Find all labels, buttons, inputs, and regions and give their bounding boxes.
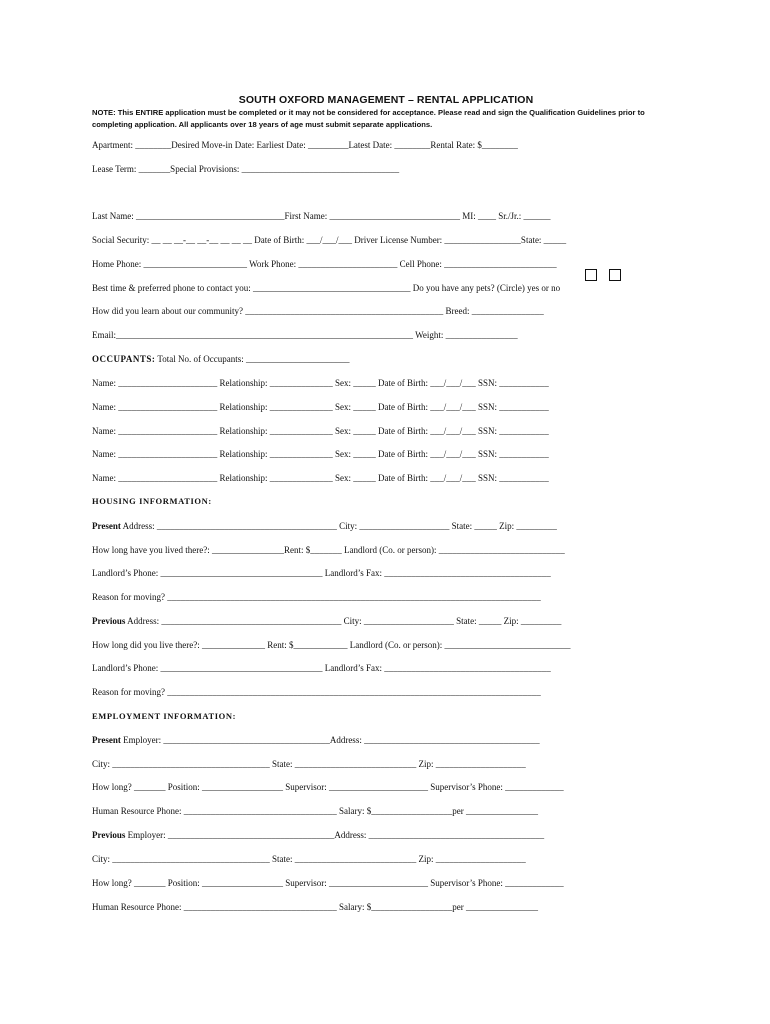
city-state-zip-line[interactable]: City: ___________________________________ State: ___________________________ Zip: ____________________ (92, 759, 526, 769)
previous-label: Previous (92, 616, 126, 626)
how-learn-line[interactable]: How did you learn about our community? ____________________________________________ Breed: ________________ (92, 306, 544, 316)
best-time-line[interactable]: Best time & preferred phone to contact you: ___________________________________ Do you have any pets? (Circle) yes or no (92, 283, 561, 293)
pets-no-checkbox[interactable] (609, 269, 621, 281)
occupants-line[interactable] (92, 353, 350, 365)
phones-line[interactable]: Home Phone: _______________________ Work Phone: ______________________ Cell Phone: _________________________ (92, 259, 557, 269)
did-live-there-line[interactable]: How long did you live there?: ______________ Rent: $____________ Landlord (Co. or person): ____________________________ (92, 640, 571, 650)
occupant-row[interactable]: Name: ______________________ Relationship: ______________ Sex: _____ Date of Birth: ___/___/___ SSN: ___________ (92, 473, 549, 483)
previous-address-line[interactable] (92, 615, 561, 627)
reason-moving-line[interactable]: Reason for moving? ___________________________________________________________________________________ (92, 592, 541, 602)
present-employer-line[interactable] (92, 734, 540, 746)
employment-heading: EMPLOYMENT INFORMATION: (92, 711, 237, 721)
housing-heading: HOUSING INFORMATION: (92, 496, 212, 506)
email-line[interactable]: Email:__________________________________________________________________ Weight: ________________ (92, 330, 518, 340)
present-address-line[interactable] (92, 520, 557, 532)
page-title: SOUTH OXFORD MANAGEMENT – RENTAL APPLICATION (238, 94, 534, 106)
present-label: Present (92, 735, 121, 745)
present-employer-fields: Employer: _____________________________________Address: _______________________________________ (120, 735, 540, 745)
previous-employer-fields: Employer: _____________________________________Address: _______________________________________ (125, 830, 545, 840)
city-state-zip-line[interactable]: City: ___________________________________ State: ___________________________ Zip: ____________________ (92, 854, 526, 864)
lease-term-line[interactable]: Lease Term: _______Special Provisions: ___________________________________ (92, 164, 400, 174)
hr-phone-line[interactable]: Human Resource Phone: __________________________________ Salary: $__________________per ________________ (92, 806, 538, 816)
reason-moving-line[interactable]: Reason for moving? ___________________________________________________________________________________ (92, 687, 541, 697)
occupant-row[interactable]: Name: ______________________ Relationship: ______________ Sex: _____ Date of Birth: ___/___/___ SSN: ___________ (92, 426, 549, 436)
landlord-phone-line[interactable]: Landlord’s Phone: ____________________________________ Landlord’s Fax: _____________________________________ (92, 663, 551, 673)
present-address-fields: Address: ________________________________________ City: ____________________ State: _____ Zip: _________ (120, 521, 557, 531)
lived-there-line[interactable]: How long have you lived there?: ________________Rent: $_______ Landlord (Co. or person): ____________________________ (92, 545, 565, 555)
occupants-heading: OCCUPANTS: (92, 354, 156, 364)
occupant-row[interactable]: Name: ______________________ Relationship: ______________ Sex: _____ Date of Birth: ___/___/___ SSN: ___________ (92, 402, 549, 412)
present-label: Present (92, 521, 121, 531)
application-note: NOTE: This ENTIRE application must be completed or it may not be considered for acceptance. Please read and sign the Qualification Guidelines prior to completing application. All applicants over 18 years of age must submit separate applications. (92, 108, 645, 129)
previous-label: Previous (92, 830, 126, 840)
social-security-line[interactable]: Social Security: __ __ __-__ __-__ __ __ __ Date of Birth: ___/___/___ Driver License Number: _________________State: _____ (92, 235, 567, 245)
name-line[interactable]: Last Name: _________________________________First Name: _____________________________ MI: ____ Sr./Jr.: ______ (92, 211, 551, 221)
position-line[interactable]: How long? _______ Position: __________________ Supervisor: ______________________ Supervisor’s Phone: _____________ (92, 878, 564, 888)
apartment-line[interactable]: Apartment: ________Desired Move-in Date: Earliest Date: _________Latest Date: ________Rental Rate: $________ (92, 140, 518, 150)
pets-yes-checkbox[interactable] (585, 269, 597, 281)
occupants-total: Total No. of Occupants: _______________________ (155, 354, 350, 364)
hr-phone-line[interactable]: Human Resource Phone: __________________________________ Salary: $__________________per ________________ (92, 902, 538, 912)
previous-address-fields: Address: ________________________________________ City: ____________________ State: _____ Zip: _________ (125, 616, 562, 626)
occupant-row[interactable]: Name: ______________________ Relationship: ______________ Sex: _____ Date of Birth: ___/___/___ SSN: ___________ (92, 378, 549, 388)
occupant-row[interactable]: Name: ______________________ Relationship: ______________ Sex: _____ Date of Birth: ___/___/___ SSN: ___________ (92, 449, 549, 459)
position-line[interactable]: How long? _______ Position: __________________ Supervisor: ______________________ Supervisor’s Phone: _____________ (92, 782, 564, 792)
landlord-phone-line[interactable]: Landlord’s Phone: ____________________________________ Landlord’s Fax: _____________________________________ (92, 568, 551, 578)
previous-employer-line[interactable] (92, 829, 544, 841)
